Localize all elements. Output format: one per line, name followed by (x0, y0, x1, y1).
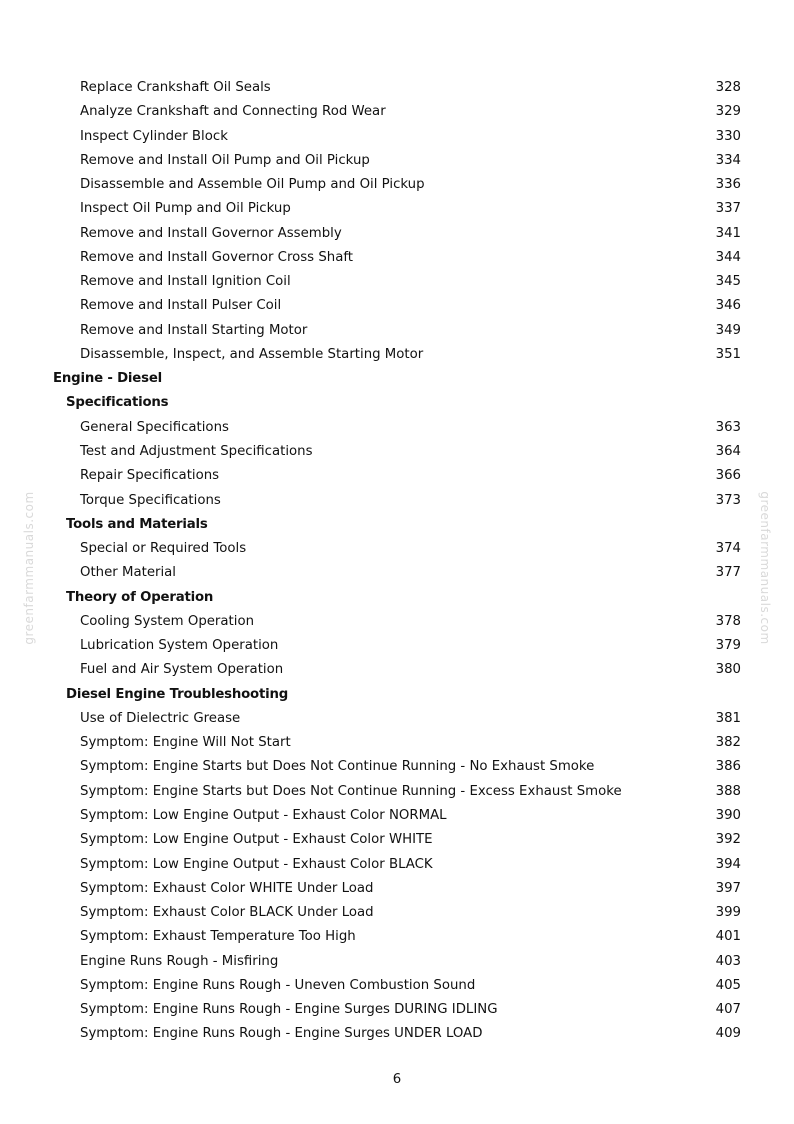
toc-entry-page-number: 380 (715, 662, 741, 678)
toc-entry-page-number: 374 (715, 541, 741, 557)
toc-entry-title: Symptom: Engine Runs Rough - Engine Surges UNDER LOAD (80, 1026, 483, 1042)
toc-entry-title: Remove and Install Pulser Coil (80, 298, 282, 314)
toc-entry[interactable] (0, 658, 794, 682)
toc-entry-page-number: 382 (715, 735, 741, 751)
toc-entry-page-number: 405 (715, 977, 741, 993)
toc-entry[interactable] (0, 149, 794, 173)
page-number: 6 (392, 1072, 402, 1087)
toc-entry-page-number: 379 (715, 638, 741, 654)
toc-entry-page-number: 373 (715, 492, 741, 508)
toc-entry-title: Repair Specifications (80, 468, 220, 484)
toc-entry-page-number: 334 (715, 152, 741, 168)
toc-entry[interactable] (0, 877, 794, 901)
toc-entry-title: Special or Required Tools (80, 541, 247, 557)
toc-entry[interactable] (0, 100, 794, 124)
toc-entry-title: Inspect Cylinder Block (80, 128, 228, 144)
toc-entry[interactable] (0, 925, 794, 949)
toc-entry-title: Symptom: Low Engine Output - Exhaust Color WHITE (80, 832, 433, 848)
toc-entry-page-number: 409 (715, 1026, 741, 1042)
toc-entry[interactable] (0, 610, 794, 634)
toc-entry-page-number: 381 (715, 710, 741, 726)
toc-entry-page-number: 344 (715, 249, 741, 265)
toc-entry[interactable] (0, 561, 794, 585)
toc-entry-page-number: 394 (715, 856, 741, 872)
toc-entry-page-number: 407 (715, 1002, 741, 1018)
toc-entry-page-number: 336 (715, 177, 741, 193)
toc-entry[interactable] (0, 998, 794, 1022)
toc-entry-page-number: 341 (715, 225, 741, 241)
toc-entry[interactable] (0, 440, 794, 464)
toc-entry-title: Symptom: Exhaust Color BLACK Under Load (80, 905, 374, 921)
toc-entry-title: Remove and Install Governor Assembly (80, 225, 342, 241)
toc-entry[interactable] (0, 537, 794, 561)
toc-entry-title: Analyze Crankshaft and Connecting Rod Wear (80, 104, 386, 120)
toc-entry-page-number: 329 (715, 104, 741, 120)
toc-entry[interactable] (0, 294, 794, 318)
toc-entry-title: Lubrication System Operation (80, 638, 279, 654)
table-of-contents (0, 76, 794, 1047)
toc-entry[interactable] (0, 343, 794, 367)
toc-entry[interactable] (0, 828, 794, 852)
toc-entry[interactable] (0, 416, 794, 440)
toc-entry-title: Remove and Install Starting Motor (80, 322, 308, 338)
toc-entry-page-number: 330 (715, 128, 741, 144)
toc-entry-page-number: 364 (715, 443, 741, 459)
toc-entry-title: Fuel and Air System Operation (80, 662, 284, 678)
toc-entry-title: Engine Runs Rough - Misfiring (80, 953, 279, 969)
toc-entry-page-number: 386 (715, 759, 741, 775)
toc-entry-title: Symptom: Engine Will Not Start (80, 735, 291, 751)
toc-entry-title: Tools and Materials (66, 516, 208, 532)
toc-entry[interactable] (0, 901, 794, 925)
toc-entry[interactable] (0, 731, 794, 755)
toc-entry-title: Theory of Operation (66, 589, 214, 605)
toc-entry-title: Symptom: Engine Runs Rough - Engine Surges DURING IDLING (80, 1002, 498, 1018)
toc-subsection-heading[interactable] (0, 391, 794, 415)
toc-entry-page-number: 377 (715, 565, 741, 581)
toc-entry-title: General Specifications (80, 419, 229, 435)
toc-entry[interactable] (0, 464, 794, 488)
toc-entry[interactable] (0, 319, 794, 343)
toc-entry-title: Test and Adjustment Specifications (80, 443, 313, 459)
toc-entry-page-number: 403 (715, 953, 741, 969)
toc-entry-title: Symptom: Low Engine Output - Exhaust Color NORMAL (80, 807, 447, 823)
toc-entry-title: Symptom: Exhaust Color WHITE Under Load (80, 880, 374, 896)
toc-subsection-heading[interactable] (0, 683, 794, 707)
toc-entry[interactable] (0, 197, 794, 221)
toc-entry[interactable] (0, 804, 794, 828)
toc-entry[interactable] (0, 125, 794, 149)
toc-entry-title: Diesel Engine Troubleshooting (66, 686, 289, 702)
toc-entry[interactable] (0, 1022, 794, 1046)
toc-entry-page-number: 351 (715, 346, 741, 362)
toc-entry-page-number: 378 (715, 613, 741, 629)
toc-entry-page-number: 349 (715, 322, 741, 338)
toc-entry-title: Cooling System Operation (80, 613, 255, 629)
toc-entry-title: Engine - Diesel (53, 371, 162, 387)
toc-entry-title: Remove and Install Ignition Coil (80, 274, 291, 290)
toc-entry-title: Specifications (66, 395, 169, 411)
toc-entry[interactable] (0, 489, 794, 513)
toc-entry-title: Disassemble and Assemble Oil Pump and Oil Pickup (80, 177, 425, 193)
toc-subsection-heading[interactable] (0, 586, 794, 610)
toc-entry-page-number: 363 (715, 419, 741, 435)
toc-entry-title: Inspect Oil Pump and Oil Pickup (80, 201, 291, 217)
toc-entry-title: Use of Dielectric Grease (80, 710, 241, 726)
toc-entry-title: Symptom: Engine Starts but Does Not Continue Running - No Exhaust Smoke (80, 759, 595, 775)
toc-entry[interactable] (0, 76, 794, 100)
toc-entry-page-number: 388 (715, 783, 741, 799)
toc-entry[interactable] (0, 707, 794, 731)
toc-subsection-heading[interactable] (0, 513, 794, 537)
toc-section-heading[interactable] (0, 367, 794, 391)
toc-entry-title: Other Material (80, 565, 176, 581)
toc-entry-page-number: 337 (715, 201, 741, 217)
toc-entry-page-number: 345 (715, 274, 741, 290)
toc-entry[interactable] (0, 246, 794, 270)
toc-entry-title: Disassemble, Inspect, and Assemble Starting Motor (80, 346, 424, 362)
toc-entry[interactable] (0, 270, 794, 294)
toc-entry[interactable] (0, 853, 794, 877)
toc-entry-page-number: 392 (715, 832, 741, 848)
toc-entry-page-number: 346 (715, 298, 741, 314)
toc-entry-page-number: 328 (715, 80, 741, 95)
toc-entry[interactable] (0, 780, 794, 804)
toc-entry-title: Symptom: Low Engine Output - Exhaust Color BLACK (80, 856, 433, 872)
toc-entry[interactable] (0, 222, 794, 246)
watermark-left: greenfarmmanuals.com (22, 491, 36, 645)
toc-entry-title: Symptom: Exhaust Temperature Too High (80, 929, 356, 945)
toc-entry-title: Symptom: Engine Starts but Does Not Continue Running - Excess Exhaust Smoke (80, 783, 622, 799)
toc-entry[interactable] (0, 634, 794, 658)
watermark-right: greenfarmmanuals.com (758, 491, 772, 645)
toc-entry-title: Torque Specifications (80, 492, 221, 508)
toc-entry-page-number: 390 (715, 807, 741, 823)
toc-entry-title: Remove and Install Governor Cross Shaft (80, 249, 354, 265)
toc-entry-title: Symptom: Engine Runs Rough - Uneven Combustion Sound (80, 977, 476, 993)
toc-entry-page-number: 366 (715, 468, 741, 484)
toc-entry[interactable] (0, 173, 794, 197)
toc-entry-page-number: 399 (715, 905, 741, 921)
toc-entry-title: Remove and Install Oil Pump and Oil Pickup (80, 152, 370, 168)
toc-entry[interactable] (0, 950, 794, 974)
toc-entry[interactable] (0, 974, 794, 998)
toc-entry-title: Replace Crankshaft Oil Seals (80, 80, 271, 95)
toc-entry-page-number: 397 (715, 880, 741, 896)
toc-entry[interactable] (0, 755, 794, 779)
toc-entry-page-number: 401 (715, 929, 741, 945)
